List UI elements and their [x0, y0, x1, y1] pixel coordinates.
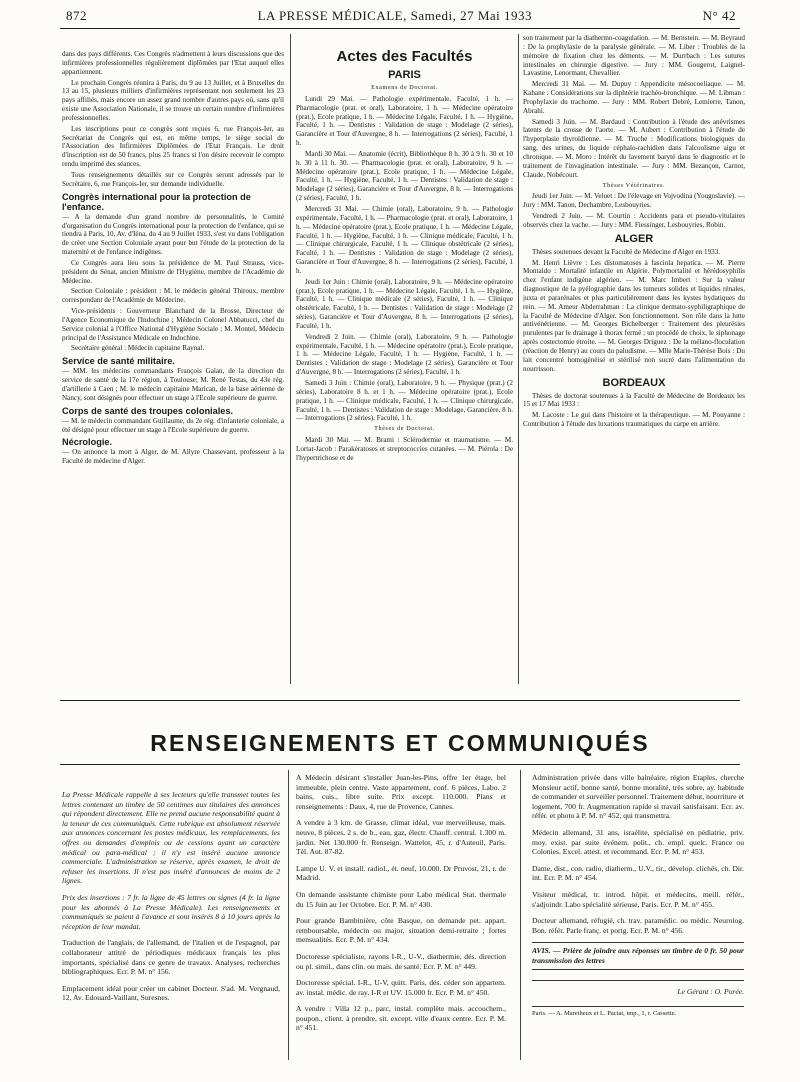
article-paragraph: M. Lacoste : Le gui dans l'histoire et la thérapeutique. — M. Pouyanne : Contribution à l'étude des luxations traumatiques du carpe en arrière.: [523, 411, 745, 429]
journal-title: LA PRESSE MÉDICALE, Samedi, 27 Mai 1933: [257, 8, 533, 23]
column-heading: Actes des Facultés: [336, 48, 473, 65]
article-paragraph: Vendredi 2 Juin. — Chimie (oral), Laboratoire, 9 h. — Pathologie expérimentale, Faculté, 1 h. — Médecine opératoire (prat.), Ecole pratique, 1 h. — Médecine Légale, Faculté, 1 h. — Hygiène, Faculté, 1 h. — Dentistes : Validation de stage : Modelage (2 séries), Garancière et Tour d'Auvergne, 8 h. — Interrogations (2 séries), Faculté, 1 h.: [296, 332, 513, 377]
article-paragraph: M. Henri Lièvre : Les distomatoses à fasciola hepatica. — M. Pierre Montaldo : Mortalité infantile en Algérie. Polymortalité et hérédosyphilis chez l'enfant indigène algérien. — M. Marc Imbert : Sur la valeur diagnostique de la pyélographie dans les tumeurs solides et liquides rénales, juxta et pararénales et plus particulièrement dans les kystes hydatiques du rein. — M. Ameur Abderrahman : La clinique dermato-syphiligraphique de la Faculté de Médecine d'Alger. Son fonctionnement. Son rôle dans la lutte antivénérienne. — M. Georges Bichelberger : Traitement des pleurésies purulentes par le drainage à thorax fermé ; un procédé de choix, le siphonage après costectomie étroite. — M. Georges Driguez : De la mélano-floculation (réaction de Henry) au cours du paludisme. — Mlle Marie-Thérèse Bois : Du lait concentré homogénéisé et stérilisé non sucré dans l'alimentation du nourrisson.: [523, 258, 745, 373]
classified-ad: Docteur allemand, réfugié, ch. trav. paramédic. ou médic. Neurolog. Bon. référ. Parle franç. et portg. Ecr. P. M. n° 456.: [532, 916, 744, 935]
faculty-city-heading: ALGER: [614, 232, 654, 245]
ads-column-3: [532, 773, 744, 1073]
article-paragraph: Lundi 29 Mai. — Pathologie expérimentale, Faculté, 1 h. — Pharmacologie (prat. et oral), Laboratoire, 1 h. — Médecine opératoire (prat.), Ecole pratique, 1 h. — Médecine Légale, Faculté, 1 h. — Hygiène, Faculté, 1 h. — Dentistes : Validation de stage : Modelage (2 séries), Garancière et Tour d'Auvergne, 8 h. — Interrogations (2 séries), Faculté, 1 h.: [296, 94, 513, 148]
article-paragraph: dans des pays différents. Ces Congrès n'admettent à leurs discussions que des infirmières professionnelles régulièrement diplômées par l'Etat auquel elles appartiennent.: [62, 50, 284, 76]
faculty-city-heading: BORDEAUX: [602, 376, 666, 389]
article-paragraph: Mercredi 31 Mai. — Chimie (oral), Laboratoire, 9 h. — Pathologie expérimentale, Faculté, 1 h. — Pharmacologie (prat. et oral), Laboratoire, 1 h. — Médecine opératoire (prat.), Ecole pratique, 1 h. — Médecine Légale, Faculté, 1 h. — Hygiène, Faculté, 1 h. — Clinique médicale, Faculté, 1 h. — Clinique chirurgicale, Faculté, 1 h. — Clinique obstétricale (2 séries), Faculté, 1 h. — Dentistes : Validation de stage : Modelage (2 séries), Garancière et Tour d'Auvergne, 8 h. — Interrogations (2 séries), Faculté, 1 h.: [296, 204, 513, 275]
section-heading: Service de santé militaire.: [62, 356, 175, 367]
article-paragraph: Vendredi 2 Juin. — M. Courtin : Accidents para et pseudo-vitulaires observés chez la vache. — Jury : MM. Fiessinger, Lesbouyries, Robin.: [523, 212, 745, 229]
avis-notice: AVIS. — Prière de joindre aux réponses un timbre de 0 fr. 50 pour transmission des lettres: [532, 942, 744, 969]
article-paragraph: Le prochain Congrès réunira à Paris, du 9 au 13 Juillet, et à Bruxelles du 13 au 15, plusieurs milliers d'infirmières représentant non seulement les 23 pays affiliés, mais encore un assez grand nombre d'autres pays où, sans qu'il existe une Association Nationale, il se trouve un certain nombre d'infirmières professionnelles.: [62, 78, 284, 122]
classified-ad: Lampe U. V. et install. radiol., ét. neuf, 10.000. Dr Pruvost, 21, r. de Madrid.: [296, 863, 506, 883]
article-paragraph: Section Coloniale : président : M. le médecin général Thiroux, membre correspondant de l'Académie de Médecine.: [62, 287, 284, 305]
section-rule-top: [60, 700, 740, 701]
column-divider: [290, 34, 291, 684]
article-paragraph: — M. le médecin commandant Guillaume, du 2e rég. d'infanterie coloniale, a été désigné pour effectuer un stage à l'Ecole supérieure de guerre.: [62, 416, 284, 434]
article-paragraph: Jeudi 1er Juin. — M. Veluet : De l'élevage en Vojvodina (Yougoslavie). — Jury : MM. Tanon, Dechambre, Lesbouyries.: [523, 192, 745, 210]
article-paragraph: Les inscriptions pour ce congrès sont reçues 6, rue François-Ier, au Secrétariat du Congrès qui est, en même temps, le siège social de l'Association des Infirmières Diplômées de l'Etat Français. Le droit d'inscription est de 50 francs, plus 25 francs si l'on désire recevoir le compte rendu imprimé des séances.: [62, 124, 284, 169]
section-rule-bottom: [60, 764, 740, 765]
article-paragraph: Jeudi 1er Juin : Chimie (oral), Laboratoire, 9 h. — Médecine opératoire (prat.), Ecole pratique, 1 h. — Médecine Légale, Faculté, 1 h. — Hygiène, Faculté, 1 h. — Clinique médicale (2 séries), Faculté, 1 h. — Clinique obstétricale, Faculté, 1 h. — Dentistes : Validation de stage : Modelage (2 séries), Garancière et Tour d'Auvergne, 8 h. — Interrogations (2 séries), Faculté, 1 h.: [296, 277, 513, 330]
running-header: [66, 8, 736, 24]
article-paragraph: — On annonce la mort à Alger, de M. Allyre Chassevant, professeur à la Faculté de médecine d'Alger.: [62, 448, 284, 466]
article-paragraph: Tous renseignements détaillés sur ce Congrès seront adressés par le Secrétaire, 6, rue François-Ier, sur demande individuelle.: [62, 170, 284, 188]
issue-number: N° 42: [702, 8, 736, 23]
classified-ad: Visiteur médical, tr. introd. hôpit. et médecins, meill. référ., s'adjoindr. Labo spécialité sérieuse, Paris. Ecr. P. M. n° 455.: [532, 889, 744, 909]
classified-ad: A vendre : Villa 12 p., parc, instal. complète mais. accouchem., poupon., client. à prendre, sit. except. ville d'eaux centre. Ecr. P. M. n° 451.: [296, 1004, 506, 1033]
classified-ad: Doctoresse spécial. I-R., U-V, quitt. Paris, dés. céder son appartem. av. instal. médic. de ray. I-R et UV. 15.000 fr. Ecr. P. M. n° 450.: [296, 978, 506, 997]
article-paragraph: Vice-présidents : Gouverneur Blanchard de la Brosse, Directeur de l'Agence Economique de l'Indochine ; Médecin Colonel Abbatucci, chef du Service colonial à l'Office National d'Hygiène Sociale ; M. Montel, Médecin principal de l'Assistance Médicale en Indochine.: [62, 307, 284, 342]
article-paragraph: Ce Congrès aura lieu sous la présidence de M. Paul Strauss, vice-président du Sénat, ancien Ministre de l'Hygiène, membre de l'Académie de Médecine.: [62, 258, 284, 285]
section-heading: Nécrologie.: [62, 437, 113, 448]
article-paragraph: — A la demande d'un grand nombre de personnalités, le Comité d'organisation du Congrès international pour la protection de l'enfance, qui se tiendra à Paris, 10, Av. d'Iéna, du 4 au 9 Juillet 1933, s'est vu dans l'obligation de créer une Section Coloniale ayant pour but l'étude de la protection de la maternité et de l'enfance indigènes.: [62, 212, 284, 257]
article-paragraph: Thèses de doctorat soutenues à la Faculté de Médecine de Bordeaux les 15 et 17 Mai 1933 :: [523, 391, 745, 409]
article-paragraph: son traitement par la diathermo-coagulation. — M. Bernstein. — M. Beyraud : De la prophylaxie de la paralysie générale. — M. Liber : Troubles de la mémoire de fixation chez les déments. — M. Durrbach : Les sutures intestinales en chirurgie digestive. — Jury : MM. Gougerot, Laignel-Lavastine, Lenormant, Chevallier.: [523, 34, 745, 78]
column-right: [523, 34, 745, 680]
classified-ad: Dame, dist., con. radio, diatherm., U.V., tir., dévelop. clichés, ch. Dir. int. Ecr. P. M. n° 454.: [532, 863, 744, 883]
article-paragraph: Mardi 30 Mai. — M. Brami : Sclérodermie et traumatisme. — M. Lortat-Jacob : Parakératoses et streptococcies cutanées. — M. Piérola : De l'hypertrichose et de: [296, 436, 513, 462]
classified-ad: Traduction de l'anglais, de l'allemand, de l'italien et de l'espagnol, par collaborateur attitré de périodiques médicaux français les plus importants, spécialisé dans ce genre de travaux. Analyses, recherches bibliographiques. Ecr. P. M. n° 156.: [62, 938, 280, 977]
classified-ad: Administration privée dans ville balnéaire, région Etaples, cherche Monsieur actif, bonne santé, bonne moralité, très sobre, ay. habitude de commander et surveiller personnel. Traitement début, nourriture et logement, 700 fr. Augmentation rapide si travail satisfaisant. Ecr. av. référ. et photo à P. M. n° 452, qui transmettra.: [532, 773, 744, 821]
article-paragraph: Mercredi 31 Mai. — M. Dupuy : Appendicite mésocoeliaque. — M. Kahane : Considérations sur la diphtérie trachéo-bronchique. — M. Libman : Prophylaxie du trachome. — Jury : MM. Robert Debré, Lemierre, Tanon, Abrahi.: [523, 80, 745, 115]
column-middle: [296, 48, 513, 688]
classified-ad: On demande assistante chimiste pour Labo médical Stat. thermale du 15 Juin au 1er Octobre. Ecr. P. M. n° 430.: [296, 889, 506, 909]
subsection-heading: Examens de Doctorat.: [371, 84, 438, 91]
classified-ad: A Médecin désirant s'installer Juan-les-Pins, offre 1er étage, bel immeuble, plein centre. Vaste appartement, conf. 6 pièces, Labo. 2 bains, cuis., libre suite. Prix except. 110.000. Plans et renseignements : Daux, 4, rue de Provence, Cannes.: [296, 773, 506, 811]
article-paragraph: Thèses soutenues devant la Faculté de Médecine d'Alger en 1933.: [532, 247, 721, 256]
section-heading: Corps de santé des troupes coloniales.: [62, 405, 234, 416]
classified-ad: Prix des insertions : 7 fr. la ligne de 45 lettres ou signes (4 fr. la ligne pour les abonnés à La Presse Médicale). Les renseignements et communiqués se paient à l'avance et sont insérés 8 à 10 jours après la réception de leur mandat.: [62, 892, 280, 931]
section-heading: Congrès international pour la protection de l'enfance.: [62, 191, 251, 212]
classified-ad: A vendre à 3 km. de Grasse, climat idéal, vue merveilleuse, mais. neuve, 8 pièces, 2 s. de b., eau, gaz, électr. Chauff. central. 1.300 m. jardin. Net 130.000 fr. Renseign. Wattelot, 45, r. d'Auteuil, Paris. Tél. Aut. 87-82.: [296, 818, 506, 857]
manager-signature: Le Gérant : O. Porée.: [532, 980, 744, 997]
column-divider: [520, 770, 521, 1060]
column-left: [62, 50, 284, 590]
classified-ad: Emplacement idéal pour créer un cabinet Docteur. S'ad. M. Vergnaud, 12, Av. Edouard-Vaillant, Suresnes.: [62, 983, 280, 1003]
header-rule: [60, 28, 740, 29]
article-paragraph: Mardi 30 Mai. — Anatomie (écrit), Bibliothèque 8 h. 30 à 9 h. 30 et 10 h. 30 à 11 h. 30. — Pharmacologie (prat. et oral), Laboratoire, 9 h. — Médecine opératoire (prat.), Ecole pratique, 1 h. — Médecine Légale, Faculté, 1 h. — Hygiène, Faculté, 1 h. — Dentistes : Validation de stage : Modelage (2 séries), Garancière et Tour d'Auvergne, 8 h. — Interrogations (2 séries), Faculté, 1 h.: [296, 149, 513, 203]
printer-imprint: Paris. — A. Maretheux et L. Pactat, imp., 1, r. Cassette.: [532, 1006, 744, 1019]
column-divider: [288, 770, 289, 1060]
section-title: RENSEIGNEMENTS ET COMMUNIQUÉS: [150, 730, 650, 756]
page-number: 872: [66, 8, 87, 23]
article-paragraph: Secrétaire général : Médecin capitaine Raynal.: [71, 344, 205, 353]
classified-ad: Médecin allemand, 31 ans, israélite, spécialisé en pédiatrie, priv. moy. exist. par suite événem. polit., ch. empl. quelc. France ou Colonies. Excel. attest. et recommand. Ecr. P. M. n° 453.: [532, 827, 744, 857]
classified-ad: Pour grande Bambinière, côte Basque, on demande pet. appart. remboursable, médecin ou major, situation demi-retraite ; fortes mensualités. Ecr. P. M. n° 434.: [296, 916, 506, 945]
subsection-heading: Thèses Vétérinaires.: [602, 181, 666, 189]
ads-column-1: [62, 790, 280, 1030]
classified-ad: La Presse Médicale rappelle à ses lecteurs qu'elle transmet toutes les lettres contenant un timbre de 50 centimes aux titulaires des annonces qui répondent directement. Elle ne prend aucune responsabilité quant à la teneur de ces communiqués. Cette rubrique est absolument réservée aux annonces concernant les postes médicaux, les remplacements, les offres ou demandes d'emplois ou de cessions ayant un caractère médical ou para-médical ; il n'y est inséré aucune annonce commerciale. L'administration se réserve, après examen, le droit de refuser les insertions. Il n'est pas inséré d'annonces de moins de 2 lignes.: [62, 790, 280, 886]
article-paragraph: Samedi 3 Juin : Chimie (oral), Laboratoire, 9 h. — Physique (prat.) (2 séries), Laboratoire 8 h. et 1 h. — Médecine opératoire (prat.), Ecole pratique, 1 h. — Clinique médicale, Faculté, 1 h. — Clinique chirurgicale, Faculté, 1 h. — Dentistes : Validation de stage : Modelage, Garancière, 8 h. — Interrogations (2 séries), Faculté, 1 h.: [296, 379, 513, 423]
classified-ad: Doctoresse spécialiste, rayons I-R., U-V., diathermie, dés. direction ou pl. simil., dans clin. ou mais. de santé. Ecr. P. M. n° 449.: [296, 951, 506, 971]
subsection-heading: Thèses de Doctorat.: [374, 425, 435, 433]
article-paragraph: Samedi 3 Juin. — M. Bardaud : Contribution à l'étude des anévrismes latents de la crosse de l'aorte. — M. Aubert : Contribution à l'étude de l'hyperplasie thyroïdienne. — M. Truche : Modifications biologiques du sang, des urines, du liquide céphalo-rachidien dans l'alcoolisme aigu et chronique. — M. Moro : Intérêt du lavement baryté dans le diagnostic et le traitement de l'invagination intestinale. — Jury : MM. Bezançon, Carnot, Claude, Nobécourt.: [523, 117, 745, 179]
column-divider: [518, 34, 519, 684]
faculty-city-heading: PARIS: [388, 69, 421, 81]
ads-column-2: [296, 773, 506, 1043]
article-paragraph: — MM. les médecins commandants François Galan, de la direction du service de santé de la 17e région, à Toulouse; M. René Testas, du 43e rég. d'artillerie à Caen ; M. le médecin capitaine Marican, de la base aérienne de Nancy, sont désignés pour effectuer un stage à l'Ecole supérieure de guerre.: [62, 367, 284, 402]
